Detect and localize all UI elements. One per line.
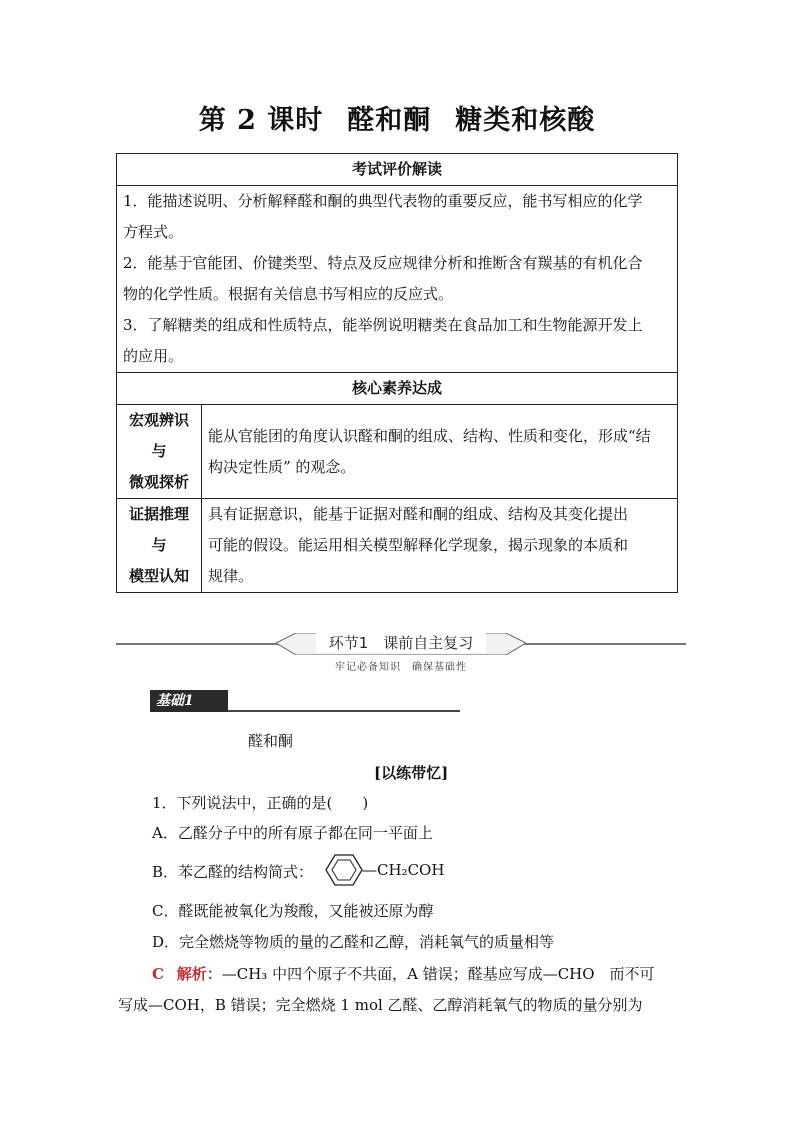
literacy-desc <box>202 499 678 593</box>
literacy-desc-line: 具有证据意识，能基于证据对醛和酮的组成、结构及其变化提出 <box>208 505 629 523</box>
literacy-name-line: 模型认知 <box>128 567 189 585</box>
badge-label: 基础1 <box>150 690 228 712</box>
table-header-literacy: 核心素养达成 <box>117 373 678 405</box>
eval-item-2-line1: 2．能基于官能团、价键类型、特点及反应规律分析和推断含有羰基的有机化合 <box>123 254 643 272</box>
analysis-text-2: 写成—COH，B 错误；完全燃烧 1 mol 乙醛、乙醇消耗氧气的物质的量分别为 <box>118 996 643 1014</box>
table-header-evaluation: 考试评价解读 <box>117 154 678 186</box>
evaluation-table <box>116 153 678 593</box>
title-part3: 糖类和核酸 <box>455 105 596 136</box>
page-title <box>0 98 794 137</box>
eval-item-1-line1: 1．能描述说明、分析解释醛和酮的典型代表物的重要反应，能书写相应的化学 <box>123 192 643 210</box>
literacy-name-line: 与 <box>151 536 167 554</box>
literacy-desc-line: 可能的假设。能运用相关模型解释化学现象，揭示现象的本质和 <box>208 536 629 554</box>
literacy-name-line: 与 <box>151 442 167 460</box>
badge-rule <box>228 710 460 712</box>
analysis-label: 解析： <box>176 965 222 983</box>
foundation-badge <box>150 690 460 716</box>
literacy-name-line: 证据推理 <box>128 505 189 523</box>
literacy-desc-line: 能从官能团的角度认识醛和酮的组成、结构、性质和变化，形成“结 <box>208 426 651 445</box>
literacy-desc <box>202 405 678 499</box>
option-c: C．醛既能被氧化为羧酸，又能被还原为醇 <box>152 902 434 920</box>
literacy-desc-line: 规律。 <box>208 567 254 585</box>
title-part1: 第 2 课时 <box>198 105 324 136</box>
practice-label: [以练带忆] <box>374 764 449 782</box>
literacy-name-line: 宏观辨识 <box>128 411 189 429</box>
answer-letter: C <box>152 965 164 983</box>
question-stem: 1．下列说法中，正确的是( ) <box>152 794 369 812</box>
option-b-formula: —CH₂COH <box>362 861 445 879</box>
table-row <box>117 499 678 593</box>
option-b: B．苯乙醛的结构简式： <box>152 863 314 881</box>
topic-heading: 醛和酮 <box>248 732 294 750</box>
section-banner <box>116 630 686 676</box>
option-a: A．乙醛分子中的所有原子都在同一平面上 <box>152 824 433 842</box>
answer-line-1 <box>152 963 655 984</box>
eval-item-1-line2: 方程式。 <box>123 223 184 241</box>
evaluation-items <box>117 186 678 373</box>
eval-item-3-line1: 3．了解糖类的组成和性质特点，能举例说明糖类在食品加工和生物能源开发上 <box>123 316 643 334</box>
title-part2: 醛和酮 <box>347 105 432 136</box>
section-subtitle: 牢记必备知识 确保基础性 <box>335 662 467 673</box>
eval-item-2-line2: 物的化学性质。根据有关信息书写相应的反应式。 <box>123 285 454 303</box>
table-row <box>117 405 678 499</box>
literacy-name <box>117 499 202 593</box>
analysis-text-1: —CH₃ 中四个原子不共面，A 错误；醛基应写成—CHO 而不可 <box>221 965 655 983</box>
eval-item-3-line2: 的应用。 <box>123 347 184 365</box>
literacy-name-line: 微观探析 <box>128 473 189 491</box>
option-d: D．完全燃烧等物质的量的乙醛和乙醇，消耗氧气的质量相等 <box>152 933 555 951</box>
section-label: 环节1 课前自主复习 <box>316 632 486 653</box>
literacy-name <box>117 405 202 499</box>
literacy-desc-line: 构决定性质” 的观念。 <box>208 457 356 476</box>
